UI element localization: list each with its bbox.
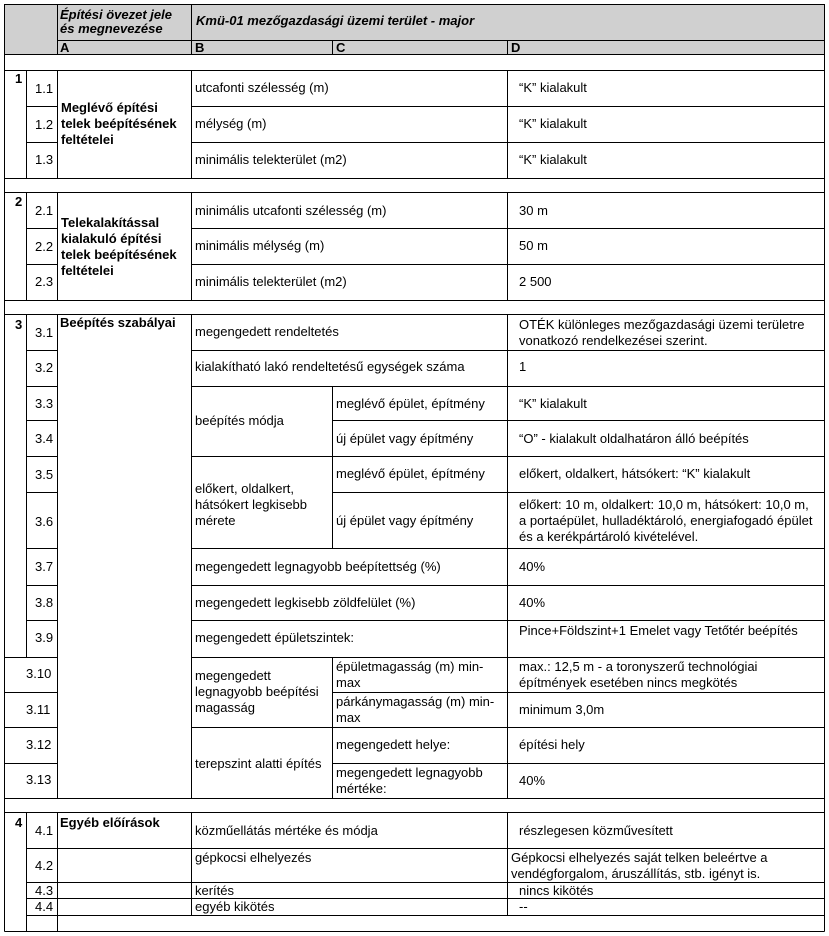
column-letter-c: C (336, 40, 346, 55)
row-id: 3.7 (35, 559, 54, 574)
column-letter-a: A (60, 40, 70, 55)
row-label: kerítés (195, 883, 235, 898)
row-id: 3.5 (35, 467, 54, 482)
row-value: részlegesen közművesített (519, 823, 673, 838)
section-number: 4 (15, 815, 23, 830)
row-label: minimális telekterület (m2) (195, 274, 347, 289)
group-label-height: megengedett legnagyobb beépítési magasság (195, 668, 319, 715)
row-id: 4.2 (35, 858, 54, 873)
row-value: 2 500 (519, 274, 552, 289)
row-label: minimális mélység (m) (195, 238, 325, 253)
group-label-building-mode: beépítés módja (195, 413, 284, 428)
header-zone-label: Építési övezet jele és megnevezése (60, 7, 172, 36)
group-label-yard: előkert, oldalkert, hátsókert legkisebb mérete (195, 481, 308, 528)
row-label: megengedett legnagyobb beépítettség (%) (195, 559, 441, 574)
row-value: 1 (519, 359, 527, 374)
row-id: 3.13 (26, 772, 52, 787)
row-value: minimum 3,0m (519, 702, 605, 717)
row-value: 40% (519, 595, 546, 610)
row-id: 3.12 (26, 737, 52, 752)
section-title: Beépítés szabályai (60, 315, 176, 330)
row-id: 3.1 (35, 325, 54, 340)
row-value: “K” kialakult (519, 116, 587, 131)
row-id: 3.4 (35, 431, 54, 446)
row-sublabel: új épület vagy építmény (336, 431, 474, 446)
row-id: 3.6 (35, 514, 54, 529)
row-id: 2.1 (35, 203, 54, 218)
row-id: 3.8 (35, 595, 54, 610)
header-zone-title: Kmü-01 mezőgazdasági üzemi terület - major (196, 13, 475, 28)
section-number: 3 (15, 317, 23, 332)
row-sublabel: meglévő épület, építmény (336, 466, 485, 481)
row-value: Pince+Földszint+1 Emelet vagy Tetőtér beépítés (519, 623, 798, 638)
row-id: 1.2 (35, 117, 54, 132)
row-sublabel: új épület vagy építmény (336, 513, 474, 528)
section-number: 1 (15, 71, 23, 86)
row-id: 4.4 (35, 899, 54, 914)
row-value: 40% (519, 559, 546, 574)
row-value: max.: 12,5 m - a toronyszerű technológiai építmények esetében nincs megkötés (519, 659, 758, 690)
row-value: “K” kialakult (519, 80, 587, 95)
row-id: 3.11 (26, 702, 51, 717)
row-sublabel: megengedett legnagyobb mértéke: (336, 765, 483, 796)
row-label: minimális utcafonti szélesség (m) (195, 203, 387, 218)
row-value: építési hely (519, 737, 585, 752)
row-id: 4.1 (35, 823, 54, 838)
row-value: 50 m (519, 238, 548, 253)
row-id: 2.2 (35, 239, 54, 254)
row-value: “K” kialakult (519, 396, 587, 411)
row-label: megengedett épületszintek: (195, 630, 354, 645)
row-value: “O” - kialakult oldalhatáron álló beépítés (519, 431, 749, 446)
row-value: előkert: 10 m, oldalkert: 10,0 m, hátsókert: 10,0 m, a portaépület, hulladéktároló, energiafogadó épület és a kerékpártároló kivételével. (519, 497, 813, 544)
row-sublabel: meglévő épület, építmény (336, 396, 485, 411)
row-label: mélység (m) (195, 116, 267, 131)
row-id: 3.3 (35, 396, 54, 411)
row-id: 1.1 (35, 81, 54, 96)
row-label: egyéb kikötés (195, 899, 275, 914)
row-value: előkert, oldalkert, hátsókert: “K” kialakult (519, 466, 751, 481)
section-title: Telekalakítással kialakuló építési telek beépítésének feltételei (61, 215, 177, 278)
row-id: 1.3 (35, 152, 54, 167)
row-label: megengedett legkisebb zöldfelület (%) (195, 595, 416, 610)
row-value: 40% (519, 773, 546, 788)
row-label: közműellátás mértéke és módja (195, 823, 378, 838)
row-label: kialakítható lakó rendeltetésű egységek száma (195, 359, 465, 374)
row-value: nincs kikötés (519, 883, 594, 898)
column-letter-d: D (511, 40, 521, 55)
column-letter-b: B (195, 40, 205, 55)
row-value: 30 m (519, 203, 548, 218)
row-value: -- (519, 899, 528, 914)
row-id: 4.3 (35, 883, 54, 898)
group-label-underground: terepszint alatti építés (195, 756, 322, 771)
row-value: “K” kialakult (519, 152, 587, 167)
row-id: 3.10 (26, 666, 52, 681)
section-title: Egyéb előírások (60, 815, 160, 830)
row-value: OTÉK különleges mezőgazdasági üzemi területre vonatkozó rendelkezései szerint. (519, 317, 805, 348)
row-id: 3.2 (35, 360, 54, 375)
section-number: 2 (15, 194, 23, 209)
row-label: gépkocsi elhelyezés (195, 850, 312, 865)
row-sublabel: párkánymagasság (m) min-max (336, 694, 495, 725)
row-id: 3.9 (35, 630, 54, 645)
row-sublabel: épületmagasság (m) min-max (336, 659, 484, 690)
row-label: utcafonti szélesség (m) (195, 80, 329, 95)
section-title: Meglévő építési telek beépítésének feltételei (61, 100, 177, 147)
row-value: Gépkocsi elhelyezés saját telken beleértve a vendégforgalom, áruszállítás, stb. igényt is. (511, 850, 768, 881)
row-id: 2.3 (35, 274, 54, 289)
row-label: megengedett rendeltetés (195, 324, 339, 339)
row-sublabel: megengedett helye: (336, 737, 451, 752)
row-label: minimális telekterület (m2) (195, 152, 347, 167)
